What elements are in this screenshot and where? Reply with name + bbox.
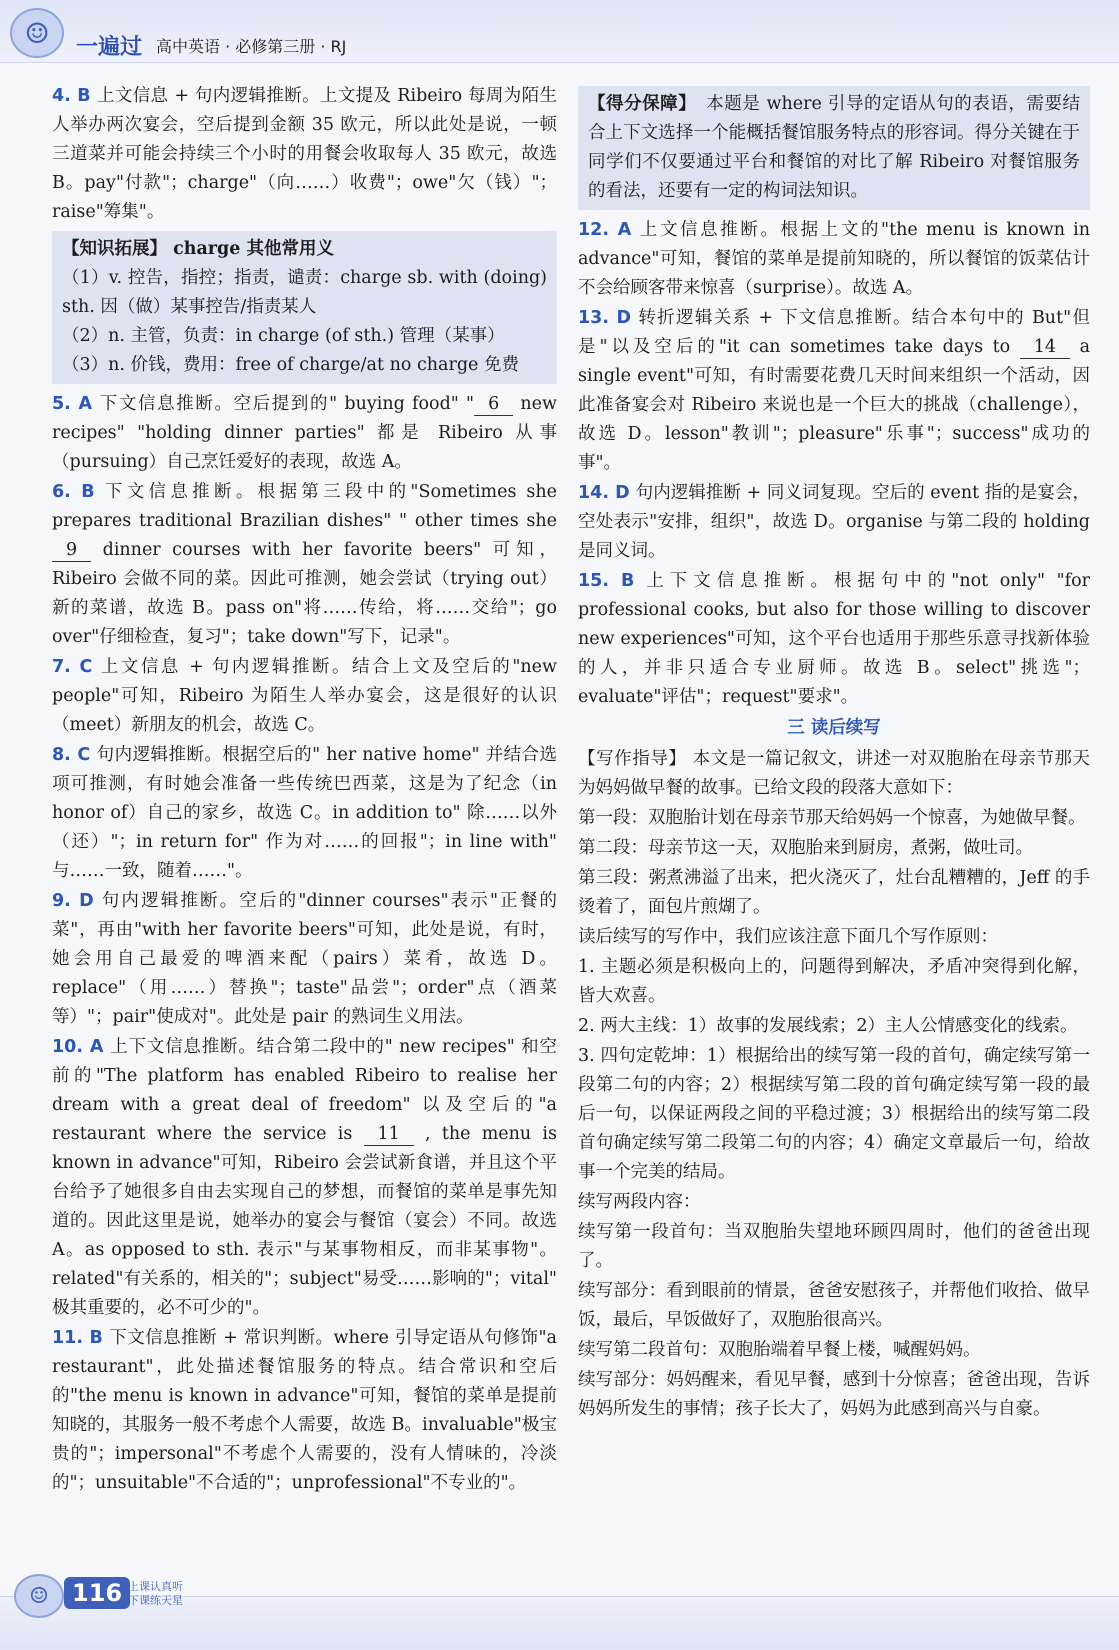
answer-number: 8. C [52, 745, 91, 765]
answer-item [52, 1033, 557, 1323]
answer-text: 上文信息 + 句内逻辑推断。结合上文及空后的"new people"可知，Ribeiro 为陌生人举办宴会，这是很好的认识（meet）新朋友的机会，故选 C。 [52, 657, 557, 735]
blank-number: 6 [474, 393, 513, 416]
answer-text: 上下文信息推断。根据句中的"not only" "for professional cooks, but also for those willing to discover new experiences"可知，这个平台也适用于那些乐意寻找新体验的人，并非只适合专业厨师。故选 B。select"挑选"；evaluate"评估"；request"要求"。 [578, 571, 1090, 707]
answer-text: 句内逻辑推断 + 同义词复现。空后的 event 指的是宴会，空处表示"安排，组织"，故选 D。organise 与第二段的 holding 是同义词。 [578, 483, 1090, 561]
answer-number: 10. A [52, 1037, 104, 1057]
answer-text: 句内逻辑推断。根据空后的" her native home" 并结合选项可推测，有时她会准备一些传统巴西菜，这是为了纪念（in honor of）自己的家乡，故选 C。in addition to" 除……以外（还）"；in return for" 作为对……的回报"；in line with" 与……一致，随着……"。 [52, 745, 557, 881]
brand-name: 一遍过 [76, 35, 143, 60]
box-line: （3）n. 价钱，费用：free of charge/at no charge 免费 [62, 355, 519, 375]
answer-item [52, 653, 557, 740]
box-title: 【知识拓展】 charge 其他常用义 [62, 239, 334, 259]
section-heading: 三 读后续写 [787, 718, 881, 738]
header-band [0, 0, 1119, 63]
answer-text: 上文信息推断。根据上文的"the menu is known in advance"可知，餐馆的菜单是提前知晓的，所以餐馆的饭菜估计不会给顾客带来惊喜（surprise）。故选 A。 [578, 220, 1091, 298]
paragraph: 第二段：母亲节这一天，双胞胎来到厨房，煮粥，做吐司。 [578, 838, 1033, 858]
answer-text: 句内逻辑推断。空后的"dinner courses"表示"正餐的菜"，再由"with her favorite beers"可知，此处是说，有时，她会用自己最爱的啤酒来配（pairs）菜肴，故选 D。replace"（用……）替换"；taste"品尝"；order"点（酒菜等）"；pair"使成对"。此处是 pair 的熟词生义用法。 [52, 891, 557, 1027]
answer-number: 5. A [52, 394, 93, 414]
paragraph: 续写第一段首句：当双胞胎失望地环顾四周时，他们的爸爸出现了。 [578, 1222, 1090, 1271]
paragraph: 续写第二段首句：双胞胎端着早餐上楼，喊醒妈妈。 [578, 1340, 981, 1360]
page-number: 116 [64, 1577, 130, 1609]
slogan-line-2: 下课练天星 [128, 1594, 183, 1607]
answer-text: dinner courses with her favorite beers" 可知，Ribeiro 会做不同的菜。因此可推测，她会尝试（trying out）新的菜谱，故选 B。pass on"将……传给，将……交给"；go over"仔细检查，复习"；take down"写下，记录"。 [52, 540, 557, 647]
answer-text: 上文信息 + 句内逻辑推断。上文提及 Ribeiro 每周为陌生人举办两次宴会，空后提到金额 35 欧元，所以此处是说，一顿三道菜并可能会持续三个小时的用餐会收取每人 35 欧元，故选 B。pay"付款"；charge"（向……）收费"；owe"欠（钱）"；raise"筹集"。 [52, 86, 557, 222]
paragraph: 【写作指导】 本文是一篇记叙文，讲述一对双胞胎在母亲节那天为妈妈做早餐的故事。已给文段的段落大意如下： [578, 749, 1090, 798]
box-line: （1）v. 控告，指控；指责，谴责：charge sb. with (doing) sth. 因（做）某事控告/指责某人 [62, 268, 547, 317]
paragraph: 读后续写的写作中，我们应该注意下面几个写作原则： [578, 927, 998, 947]
answer-item [52, 478, 557, 652]
answer-number: 14. D [578, 483, 630, 503]
brand-logo: ☺ [10, 8, 64, 58]
right-column [578, 82, 1090, 1425]
mascot-icon: ☺ [14, 1574, 64, 1618]
paragraph: 1. 主题必须是积极向上的，问题得到解决，矛盾冲突得到化解，皆大欢喜。 [578, 957, 1090, 1006]
paragraph: 第三段：粥煮沸溢了出来，把火浇灭了，灶台乱糟糟的，Jeff 的手烫着了，面包片煎煳了。 [578, 868, 1090, 917]
paragraph: 续写部分：看到眼前的情景，爸爸安慰孩子，并帮他们收拾、做早饭，最后，早饭做好了，双胞胎很高兴。 [578, 1281, 1090, 1330]
box-line: 本题是 where 引导的定语从句的表语，需要结合上下文选择一个能概括餐馆服务特点的形容词。得分关键在于同学们不仅要通过平台和餐馆的对比了解 Ribeiro 对餐馆服务的看法，还要有一定的构词法知识。 [588, 94, 1081, 201]
answer-number: 15. B [578, 571, 635, 591]
answer-text: , the menu is known in advance"可知，Ribeiro 会尝试新食谱，并且这个平台给予了她很多自由去实现自己的梦想，而餐馆的菜单是事先知道的。因此这里是说，她举办的宴会与餐馆（宴会）不同。故选 A。as opposed to sth. 表示"与某事物相反，而非某事物"。related"有关系的，相关的"；subject"易受……影响的"；vital" 极其重要的，必不可少的"。 [52, 1124, 557, 1318]
answer-item [578, 304, 1090, 478]
answer-text: 下文信息推断。根据第三段中的"Sometimes she prepares traditional Brazilian dishes" " other times she [52, 482, 557, 531]
box-title: 【得分保障】 [588, 94, 697, 114]
answer-item [52, 1324, 557, 1498]
answer-item [52, 887, 557, 1032]
info-box [578, 86, 1090, 210]
paragraph: 续写部分：妈妈醒来，看见早餐，感到十分惊喜；爸爸出现，告诉妈妈所发生的事情；孩子长大了，妈妈为此感到高兴与自豪。 [578, 1370, 1090, 1419]
blank-number: 14 [1020, 336, 1070, 359]
answer-item [578, 479, 1090, 566]
book-title: 高中英语 · 必修第三册 · RJ [156, 37, 347, 56]
box-line: （2）n. 主管，负责：in charge (of sth.) 管理（某事） [62, 326, 505, 346]
paragraph: 2. 两大主线：1）故事的发展线索；2）主人公情感变化的线索。 [578, 1016, 1078, 1036]
answer-text: a single event"可知，有时需要花费几天时间来组织一个活动，因此准备宴会对 Ribeiro 来说也是一个巨大的挑战（challenge），故选 D。lesson"教训"；pleasure"乐事"；success"成功的事"。 [578, 337, 1090, 473]
answer-number: 12. A [578, 220, 632, 240]
answer-number: 9. D [52, 891, 94, 911]
paragraph: 第一段：双胞胎计划在母亲节那天给妈妈一个惊喜，为她做早餐。 [578, 808, 1086, 828]
answer-text: 下文信息推断 + 常识判断。where 引导定语从句修饰"a restaurant"，此处描述餐馆服务的特点。结合常识和空后的"the menu is known in advance"可知，餐馆的菜单是提前知晓的，其服务一般不考虑个人需要，故选 B。invaluable"极宝贵的"；impersonal"不考虑个人需要的，没有人情味的，冷淡的"；unsuitable"不合适的"；unprofessional"不专业的"。 [52, 1328, 557, 1493]
blank-number: 11 [364, 1123, 414, 1146]
answer-item [52, 741, 557, 886]
info-box [52, 231, 557, 384]
answer-number: 6. B [52, 482, 95, 502]
answer-text: 上下文信息推断。结合第二段中的" new recipes" 和空前的"The platform has enabled Ribeiro to realise her dream with a great deal of freedom" 以及空后的"a restaurant where the service is [52, 1037, 557, 1144]
answer-text: new recipes" "holding dinner parties" 都是 Ribeiro 从事（pursuing）自己烹饪爱好的表现，故选 A。 [52, 394, 557, 472]
paragraph: 3. 四句定乾坤：1）根据给出的续写第一段的首句，确定续写第一段第二句的内容；2）根据续写第二段的首句确定续写第一段的最后一句，以保证两段之间的平稳过渡；3）根据给出的续写第二段首句确定续写第二段第二句的内容；4）确定文章最后一句，给故事一个完美的结局。 [578, 1046, 1090, 1182]
answer-number: 4. B [52, 86, 91, 106]
answer-item [52, 390, 557, 477]
answer-item [52, 82, 557, 227]
answer-item [578, 216, 1090, 303]
answer-text: 下文信息推断。空后提到的" buying food" " [98, 394, 475, 414]
answer-number: 7. C [52, 657, 93, 677]
answer-number: 11. B [52, 1328, 103, 1348]
slogan-line-1: 上课认真听 [128, 1580, 183, 1593]
footer-slogan [128, 1580, 183, 1608]
blank-number: 9 [52, 539, 91, 562]
answer-text: 转折逻辑关系 + 下文信息推断。结合本句中的 But"但是"以及空后的"it can sometimes take days to [578, 308, 1091, 357]
answer-number: 13. D [578, 308, 631, 328]
left-column [52, 82, 557, 1499]
paragraph: 续写两段内容： [578, 1192, 701, 1212]
answer-item [578, 567, 1090, 712]
